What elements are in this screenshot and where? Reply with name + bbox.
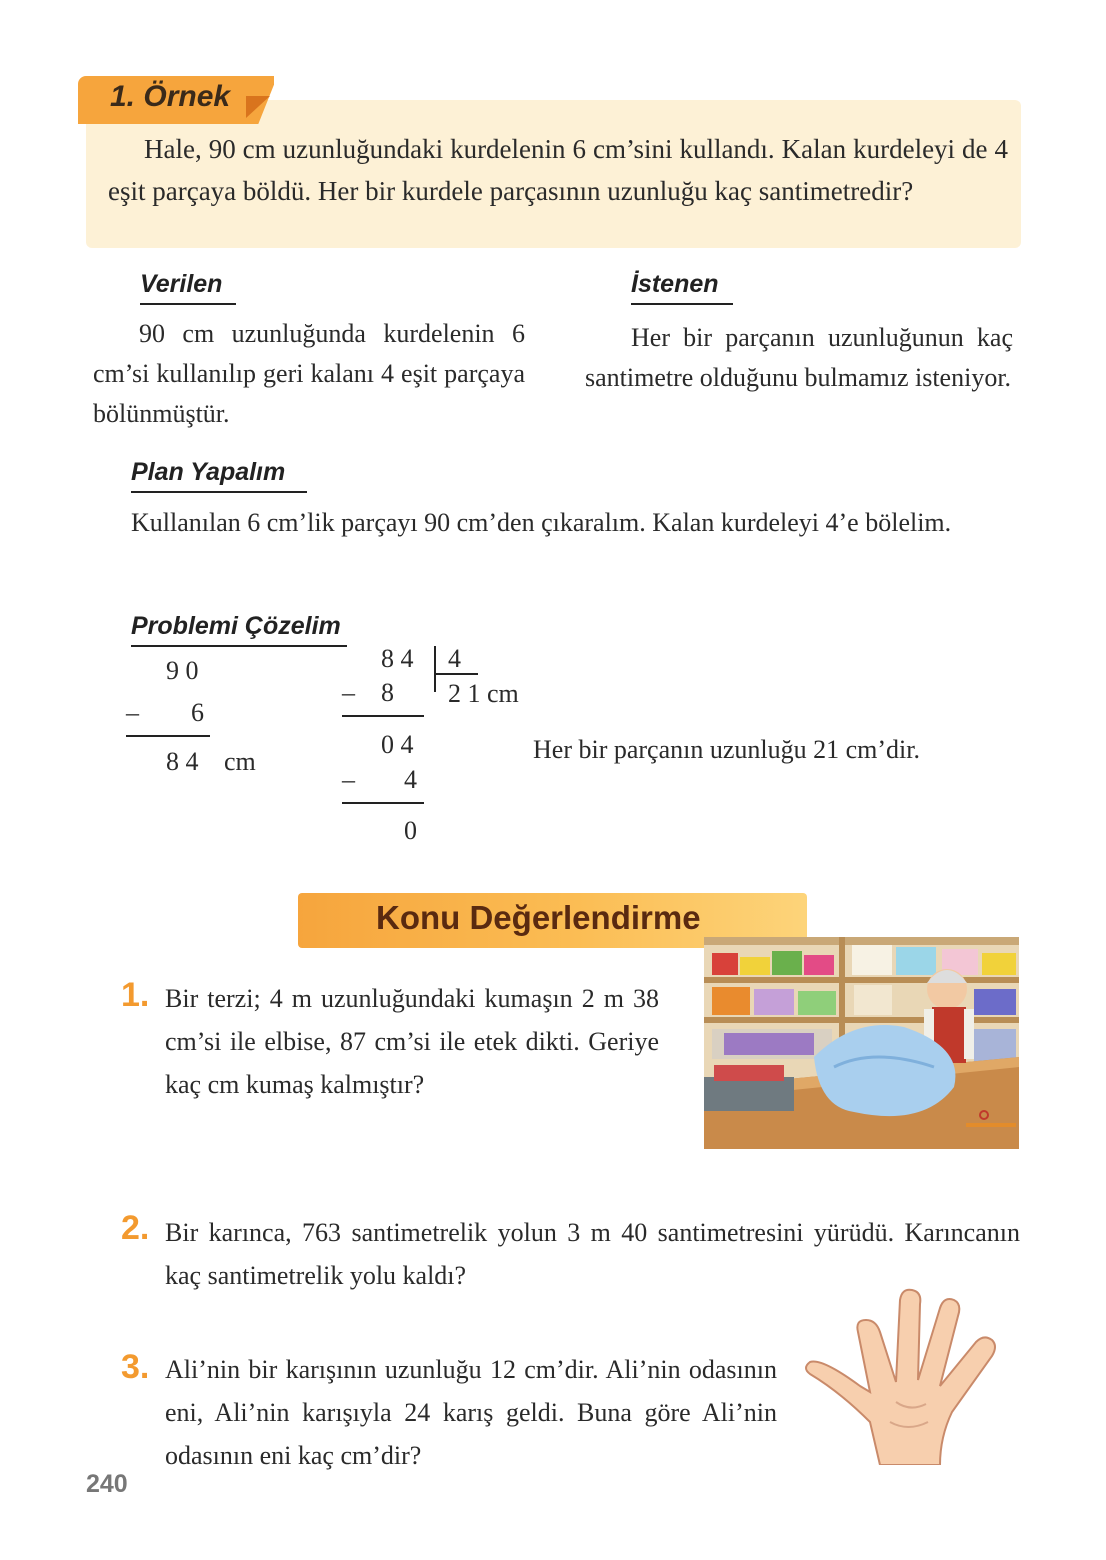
div-remainder: 0 — [404, 816, 417, 845]
asked-heading: İstenen — [631, 270, 733, 305]
question-1-number: 1. — [121, 976, 150, 1014]
plan-heading: Plan Yapalım — [131, 458, 307, 493]
sub-unit: cm — [224, 747, 256, 776]
div-vertical-bar — [434, 646, 436, 692]
div-step1-sub: 8 — [381, 678, 394, 707]
div-dividend: 8 4 — [381, 644, 414, 673]
example-title: 1. Örnek — [110, 80, 231, 113]
sub-minus-sign: – — [126, 698, 139, 727]
div-minus-sign-1: – — [342, 678, 355, 707]
div-divisor: 4 — [448, 644, 461, 673]
example-problem-text: Hale, 90 cm uzunluğundaki kurdelenin 6 cm’sini kullandı. Kalan kurdeleyi de 4 eşit parçaya böldü. Her bir kurdele parçasının uzunluğu kaç santimetredir? — [108, 134, 1008, 206]
page-number: 240 — [86, 1470, 128, 1498]
question-3-number: 3. — [121, 1348, 150, 1386]
solve-answer: Her bir parçanın uzunluğu 21 cm’dir. — [533, 735, 920, 764]
div-line-1 — [342, 715, 424, 717]
div-minus-sign-2: – — [342, 765, 355, 794]
given-heading: Verilen — [140, 270, 236, 305]
sub-subtrahend: 6 — [191, 698, 204, 727]
question-2-number: 2. — [121, 1209, 150, 1247]
question-3-text: Ali’nin bir karışının uzunluğu 12 cm’dir. Ali’nin odasının eni, Ali’nin karışıyla 24 karış geldi. Buna göre Ali’nin odasının eni kaç cm’dir? — [165, 1355, 777, 1470]
open-hand-illustration — [800, 1282, 1010, 1465]
example-tag-fold — [246, 96, 270, 118]
div-step2-sub: 4 — [404, 765, 417, 794]
evaluation-title: Konu Değerlendirme — [376, 899, 701, 936]
question-2-text: Bir karınca, 763 santimetrelik yolun 3 m 40 santimetresini yürüdü. Karıncanın kaç santimetrelik yolu kaldı? — [165, 1218, 1020, 1290]
tailor-shop-illustration — [704, 937, 1019, 1149]
div-line-2 — [342, 802, 424, 804]
question-1-text: Bir terzi; 4 m uzunluğundaki kumaşın 2 m 38 cm’si ile elbise, 87 cm’si ile etek dikti. Geriye kaç cm kumaş kalmıştır? — [165, 984, 659, 1099]
div-divisor-line — [434, 673, 478, 675]
sub-result: 8 4 — [166, 747, 199, 776]
solve-heading: Problemi Çözelim — [131, 612, 347, 647]
div-step1-rest: 0 4 — [381, 730, 414, 759]
sub-minuend: 9 0 — [166, 656, 199, 685]
given-text: 90 cm uzunluğunda kurdelenin 6 cm’si kullanılıp geri kalanı 4 eşit parçaya bölünmüştür. — [93, 319, 525, 428]
sub-line — [126, 735, 210, 737]
plan-text: Kullanılan 6 cm’lik parçayı 90 cm’den çıkaralım. Kalan kurdeleyi 4’e bölelim. — [131, 508, 952, 537]
asked-text: Her bir parçanın uzunluğunun kaç santimetre olduğunu bulmamız isteniyor. — [585, 323, 1013, 392]
div-quotient: 2 1 cm — [448, 679, 519, 708]
